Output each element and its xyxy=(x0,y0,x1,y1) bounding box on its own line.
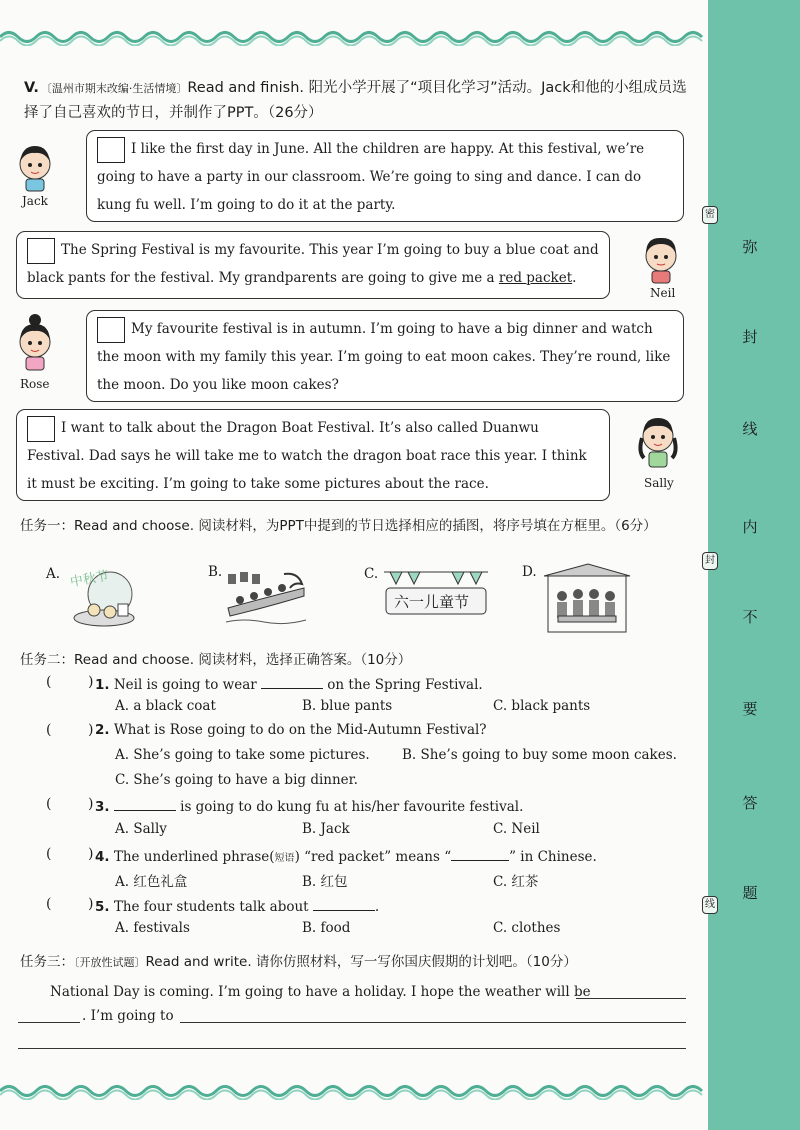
q4-option-c[interactable]: C. 红茶 xyxy=(493,874,539,890)
q2-option-c[interactable]: C. She’s going to have a big dinner. xyxy=(115,772,358,788)
answer-box-neil[interactable] xyxy=(27,238,55,264)
jack-bubble xyxy=(86,130,684,222)
q3-number: 3. xyxy=(95,799,110,815)
mid-autumn-picture xyxy=(64,566,144,632)
q3-option-a[interactable]: A. Sally xyxy=(115,821,167,837)
sally-bubble xyxy=(16,409,610,501)
sally-text: I want to talk about the Dragon Boat Festival. It’s also called Duanwu Festival. Dad says he will take me to watch the dragon boat race this year. I think it must be exciting. I’m going to take some pictures about the race. xyxy=(27,420,587,492)
family-dinner-picture xyxy=(540,562,634,634)
sally-avatar xyxy=(632,412,684,470)
q4-option-b[interactable]: B. 红包 xyxy=(302,874,348,890)
dragon-boat-picture xyxy=(224,568,308,626)
q5-option-a[interactable]: A. festivals xyxy=(115,920,190,936)
q5-stem-before: The four students talk about xyxy=(113,899,309,915)
task1-option-a-label: A. xyxy=(46,566,61,582)
q3-option-c[interactable]: C. Neil xyxy=(493,821,540,837)
q5-answer-paren[interactable]: ) xyxy=(88,896,94,912)
q3-paren-open: ( xyxy=(46,796,52,812)
q1-stem xyxy=(95,674,483,693)
seal-mark-3: 线 xyxy=(702,896,718,914)
task1-instruction: 任务一：Read and choose. 阅读材料，为PPT中提到的节日选择相应的插图，将序号填在方框里。（6分） xyxy=(20,518,657,534)
neil-avatar xyxy=(638,232,684,284)
q4-stem xyxy=(95,846,597,865)
sally-name: Sally xyxy=(644,476,674,490)
seal-char-3: 线 xyxy=(742,420,758,438)
childrens-day-picture xyxy=(380,566,492,622)
q3-stem xyxy=(95,796,523,815)
q4-answer-paren[interactable]: ) xyxy=(88,846,94,862)
task3-tag: 〔开放性试题〕 xyxy=(74,956,146,969)
jack-avatar xyxy=(12,140,58,192)
bottom-wave-border xyxy=(0,1082,708,1100)
q2-stem xyxy=(95,722,487,738)
mid-autumn-picture-text: 中秋节 xyxy=(68,568,111,591)
task1-option-b-label: B. xyxy=(208,564,223,580)
rose-text: My favourite festival is in autumn. I’m going to have a big dinner and watch the moon with my family this year. I’m going to eat moon cakes. They’re round, like the moon. Do you like moon cakes? xyxy=(97,321,671,393)
q4-option-a[interactable]: A. 红色礼盒 xyxy=(115,874,188,890)
seal-char-1: 弥 xyxy=(742,238,758,256)
seal-line-sidebar xyxy=(705,0,800,1130)
section-title xyxy=(24,76,694,125)
q1-answer-paren[interactable]: ) xyxy=(88,674,94,690)
task3-blank-line3[interactable] xyxy=(18,1048,686,1049)
q3-stem-after: is going to do kung fu at his/her favourite festival. xyxy=(180,799,524,815)
answer-box-jack[interactable] xyxy=(97,137,125,163)
q4-stem-before: The underlined phrase( xyxy=(113,849,275,865)
q3-blank[interactable] xyxy=(114,796,176,811)
neil-text-before: The Spring Festival is my favourite. This year I’m going to buy a blue coat and black pants for the festival. My grandparents are going to give me a xyxy=(27,242,599,286)
q5-stem-after: . xyxy=(374,899,380,915)
seal-mark-1: 密 xyxy=(702,206,718,224)
q2-paren-open: ( xyxy=(46,722,52,738)
q5-option-c[interactable]: C. clothes xyxy=(493,920,561,936)
seal-mark-2: 封 xyxy=(702,552,718,570)
jack-name: Jack xyxy=(22,194,48,208)
jack-text: I like the first day in June. All the children are happy. At this festival, we’re going to have a party in our classroom. We’re going to sing and dance. I can do kung fu well. I’m going to do it at the party. xyxy=(97,141,645,213)
seal-char-5: 不 xyxy=(742,608,758,626)
task2-instruction: 任务二：Read and choose. 阅读材料，选择正确答案。（10分） xyxy=(20,652,412,668)
rose-name: Rose xyxy=(20,377,50,391)
task3-text: Read and write. 请你仿照材料，写一写你国庆假期的计划吧。（10分） xyxy=(145,954,577,970)
q5-stem xyxy=(95,896,379,915)
seal-char-2: 封 xyxy=(742,328,758,346)
task3-blank-weather[interactable] xyxy=(576,998,686,999)
rose-bubble xyxy=(86,310,684,402)
neil-name: Neil xyxy=(650,286,676,300)
neil-bubble xyxy=(16,231,610,299)
q1-stem-before: Neil is going to wear xyxy=(113,677,257,693)
q4-number: 4. xyxy=(95,849,110,865)
q3-option-b[interactable]: B. Jack xyxy=(302,821,350,837)
q5-option-b[interactable]: B. food xyxy=(302,920,351,936)
section-instruction: Read and finish. 阳光小学开展了“项目化学习”活动。Jack和他的小组成员选择了自己喜欢的节日，并制作了PPT。（26分） xyxy=(24,80,687,121)
answer-box-sally[interactable] xyxy=(27,416,55,442)
task3-blank-weather-cont[interactable] xyxy=(18,1022,80,1023)
task3-instruction xyxy=(20,950,700,970)
seal-char-4: 内 xyxy=(742,518,758,536)
top-wave-border xyxy=(0,28,708,46)
task3-prefix: 任务三： xyxy=(20,954,74,970)
q1-option-c[interactable]: C. black pants xyxy=(493,698,591,714)
q4-stem-mid: ) “red packet” means “ xyxy=(294,849,452,865)
q1-paren-open: ( xyxy=(46,674,52,690)
q2-stem-text: What is Rose going to do on the Mid-Autumn Festival? xyxy=(113,722,487,738)
q2-answer-paren[interactable]: ) xyxy=(88,722,94,738)
rose-avatar xyxy=(12,312,58,372)
q1-option-a[interactable]: A. a black coat xyxy=(115,698,216,714)
q4-stem-tag: 短语 xyxy=(274,853,295,864)
task3-line1: National Day is coming. I’m going to have a holiday. I hope the weather will be xyxy=(50,984,591,1000)
q2-option-b[interactable]: B. She’s going to buy some moon cakes. xyxy=(402,747,677,763)
section-number: V. xyxy=(24,80,39,96)
neil-underlined-phrase: red packet xyxy=(498,270,573,286)
section-tag: 〔温州市期末改编·生活情境〕 xyxy=(40,82,188,95)
q5-number: 5. xyxy=(95,899,110,915)
q4-paren-open: ( xyxy=(46,846,52,862)
neil-text-after: . xyxy=(572,270,577,286)
seal-char-7: 答 xyxy=(742,794,758,812)
q4-blank[interactable] xyxy=(451,846,509,861)
q1-blank[interactable] xyxy=(261,674,323,689)
q4-stem-after: ” in Chinese. xyxy=(509,849,597,865)
task1-option-d-label: D. xyxy=(522,564,537,580)
q1-number: 1. xyxy=(95,677,110,693)
q1-stem-after: on the Spring Festival. xyxy=(327,677,483,693)
q2-option-a[interactable]: A. She’s going to take some pictures. xyxy=(115,747,370,763)
task3-line2: . I’m going to xyxy=(82,1008,174,1024)
q2-number: 2. xyxy=(95,722,110,738)
q5-blank[interactable] xyxy=(313,896,375,911)
q5-paren-open: ( xyxy=(46,896,52,912)
q3-answer-paren[interactable]: ) xyxy=(88,796,94,812)
seal-char-8: 题 xyxy=(742,884,758,902)
task1-option-c-label: C. xyxy=(364,566,379,582)
childrens-day-picture-text: 六一儿童节 xyxy=(394,593,470,611)
task3-blank-plan[interactable] xyxy=(180,1022,686,1023)
q1-option-b[interactable]: B. blue pants xyxy=(302,698,393,714)
seal-char-6: 要 xyxy=(742,700,758,718)
answer-box-rose[interactable] xyxy=(97,317,125,343)
